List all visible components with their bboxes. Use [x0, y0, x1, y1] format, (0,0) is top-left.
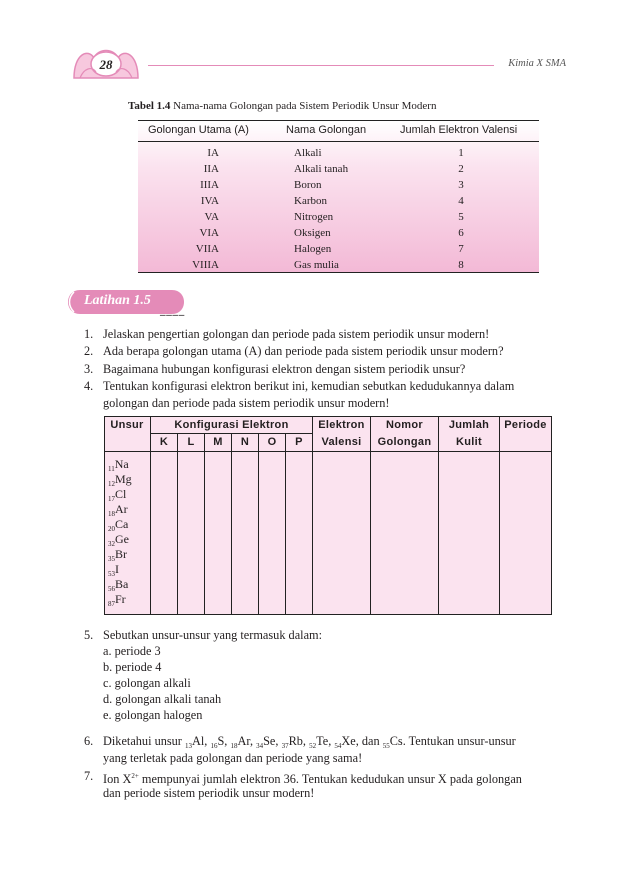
question-number: 2. [84, 344, 94, 358]
latihan-title: Latihan 1.5 [84, 293, 151, 308]
element-symbol: Xe [341, 734, 356, 748]
element-symbol: Fr [115, 592, 126, 606]
element-symbol: I [115, 562, 119, 576]
table-border-left [104, 416, 105, 615]
cell-golongan: VIA [199, 227, 219, 239]
element-symbol: Ba [115, 577, 129, 591]
cell-nama: Alkali [294, 147, 322, 159]
exercise-table [104, 416, 552, 615]
header-unsur: Unsur [110, 419, 144, 431]
atomic-number: 54 [334, 742, 342, 750]
cell-golongan: VA [204, 211, 219, 223]
table-caption-label: Tabel 1.4 [128, 100, 171, 112]
cell-nama: Karbon [294, 195, 327, 207]
question-text-line2: golongan dan periode pada sistem periodik unsur modern! [103, 396, 390, 410]
cell-nama: Gas mulia [294, 259, 339, 271]
question-text-line2: dan periode sistem periodik unsur modern! [103, 786, 315, 800]
header-jumlah-valensi: Jumlah Elektron Valensi [400, 124, 518, 136]
header-shell-l: L [187, 436, 195, 448]
element-symbol: Ar [115, 502, 128, 516]
col-line [204, 433, 205, 615]
element-entry [108, 593, 126, 610]
page-number: 28 [99, 57, 113, 72]
atomic-number: 56 [108, 585, 115, 593]
table-row [138, 227, 539, 243]
separator: , dan [355, 734, 383, 748]
cell-valensi: 7 [458, 243, 464, 255]
element-symbol: Ge [115, 532, 129, 546]
header-jumlah: Jumlah [448, 419, 490, 431]
table-row [138, 211, 539, 227]
cell-golongan: VIIIA [192, 259, 219, 271]
separator: , [224, 734, 231, 748]
table-caption-text: Nama-nama Golongan pada Sistem Periodik Unsur Modern [173, 100, 437, 112]
cell-golongan: IIIA [200, 179, 219, 191]
header-kulit: Kulit [456, 436, 482, 448]
element-symbol: Te [316, 734, 329, 748]
col-line [231, 433, 232, 615]
question-number: 1. [84, 327, 94, 341]
atomic-number: 13 [184, 742, 192, 750]
element-symbol: Na [114, 457, 129, 471]
table-caption [128, 100, 436, 112]
question-number: 7. [84, 769, 94, 783]
question-text: Jelaskan pengertian golongan dan periode pada sistem periodik unsur modern! [103, 327, 490, 341]
question-number: 4. [84, 379, 94, 393]
cell-valensi: 6 [458, 227, 464, 239]
q5-item-c: c. golongan alkali [103, 676, 191, 690]
atomic-number: 35 [108, 555, 115, 563]
cell-nama: Alkali tanah [294, 163, 349, 175]
cell-nama: Boron [294, 179, 322, 191]
atomic-number: 52 [309, 742, 317, 750]
question-text: Ada berapa golongan utama (A) dan periode pada sistem periodik unsur modern? [103, 344, 504, 358]
element-symbol: Br [115, 547, 127, 561]
table-border-bottom [104, 614, 552, 615]
table-border-top [104, 416, 552, 417]
atomic-number: 87 [108, 600, 115, 608]
cell-golongan: VIIA [195, 243, 219, 255]
header-rule [148, 65, 494, 66]
golongan-table [138, 120, 539, 273]
question-text-line1: Tentukan konfigurasi elektron berikut ini, kemudian sebutkan kedudukannya dalam [103, 379, 515, 393]
header-golongan: Golongan [377, 436, 432, 448]
cell-valensi: 5 [458, 211, 464, 223]
element-symbol: S [217, 734, 225, 748]
latihan-dash-decoration: _ _ _ _ [160, 305, 184, 317]
running-head: Kimia X SMA [508, 58, 566, 69]
atomic-number: 32 [108, 540, 115, 548]
header-shell-m: M [213, 436, 223, 448]
header-shell-n: N [240, 436, 250, 448]
cell-valensi: 1 [458, 147, 464, 159]
question-number: 5. [84, 628, 94, 642]
atomic-number: 16 [210, 742, 218, 750]
cell-valensi: 8 [458, 259, 464, 271]
cell-nama: Oksigen [294, 227, 331, 239]
element-symbol: Ar [237, 734, 250, 748]
ion-charge: 2+ [131, 772, 139, 780]
question-text-line2: yang terletak pada golongan dan periode yang sama! [103, 751, 363, 765]
col-line [499, 416, 500, 615]
atomic-number: 18 [230, 742, 238, 750]
question-number: 3. [84, 362, 94, 376]
q7-prefix: Ion X [103, 772, 132, 786]
table-border-right [551, 416, 552, 615]
table-row [138, 195, 539, 211]
table-row [138, 147, 539, 163]
cell-golongan: IA [207, 147, 219, 159]
cell-valensi: 2 [458, 163, 464, 175]
header-shell-k: K [159, 436, 169, 448]
header-konfigurasi: Konfigurasi Elektron [174, 419, 289, 431]
header-elektron: Elektron [318, 419, 365, 431]
q5-item-d: d. golongan alkali tanah [103, 692, 222, 706]
question-text: Bagaimana hubungan konfigurasi elektron dengan sistem periodik unsur? [103, 362, 466, 376]
header-divider [104, 451, 552, 452]
cell-nama: Nitrogen [294, 211, 334, 223]
separator: , [302, 734, 310, 748]
q5-item-b: b. periode 4 [103, 660, 162, 674]
element-symbol: Rb [288, 734, 303, 748]
header-nomor: Nomor [386, 419, 423, 431]
cell-valensi: 3 [458, 179, 464, 191]
atomic-number: 11 [108, 465, 115, 473]
separator: , [249, 734, 257, 748]
table-row [138, 259, 539, 275]
header-valensi: Valensi [321, 436, 362, 448]
header-periode: Periode [504, 419, 547, 431]
q5-item-e: e. golongan halogen [103, 708, 203, 722]
atomic-number: 18 [108, 510, 115, 518]
q6-prefix: Diketahui unsur [103, 734, 182, 748]
header-shell-o: O [267, 436, 277, 448]
q5-item-a: a. periode 3 [103, 644, 161, 658]
cell-golongan: IIA [203, 163, 219, 175]
question-number: 6. [84, 734, 94, 748]
header-golongan-utama: Golongan Utama (A) [148, 124, 249, 136]
element-symbol: Cl [115, 487, 127, 501]
element-symbol: Ca [115, 517, 129, 531]
element-symbol: Al [191, 734, 205, 748]
header-shell-p: P [295, 436, 303, 448]
atomic-number: 37 [281, 742, 289, 750]
golongan-table-header [138, 120, 539, 142]
col-line [285, 433, 286, 615]
atomic-number: 34 [256, 742, 264, 750]
header-nama-golongan: Nama Golongan [286, 124, 367, 136]
separator: , [204, 734, 211, 748]
atomic-number: 12 [108, 480, 115, 488]
table-row [138, 243, 539, 259]
col-line [177, 433, 178, 615]
cell-golongan: IVA [200, 195, 219, 207]
table-row [138, 163, 539, 179]
element-symbol: Mg [115, 472, 132, 486]
atomic-number: 55 [382, 742, 390, 750]
col-line [258, 433, 259, 615]
element-symbol: Se [263, 734, 276, 748]
cell-nama: Halogen [294, 243, 332, 255]
cell-valensi: 4 [458, 195, 464, 207]
atomic-number: 17 [108, 495, 115, 503]
element-symbol: Cs [389, 734, 403, 748]
q7-rest: mempunyai jumlah elektron 36. Tentukan kedudukan unsur X pada golongan [138, 772, 522, 786]
separator: , [275, 734, 282, 748]
question-text: Sebutkan unsur-unsur yang termasuk dalam: [103, 628, 323, 642]
atomic-number: 20 [108, 525, 115, 533]
separator: , [328, 734, 335, 748]
atomic-number: 53 [108, 570, 115, 578]
separator: . Tentukan unsur-unsur [402, 734, 516, 748]
table-row [138, 179, 539, 195]
